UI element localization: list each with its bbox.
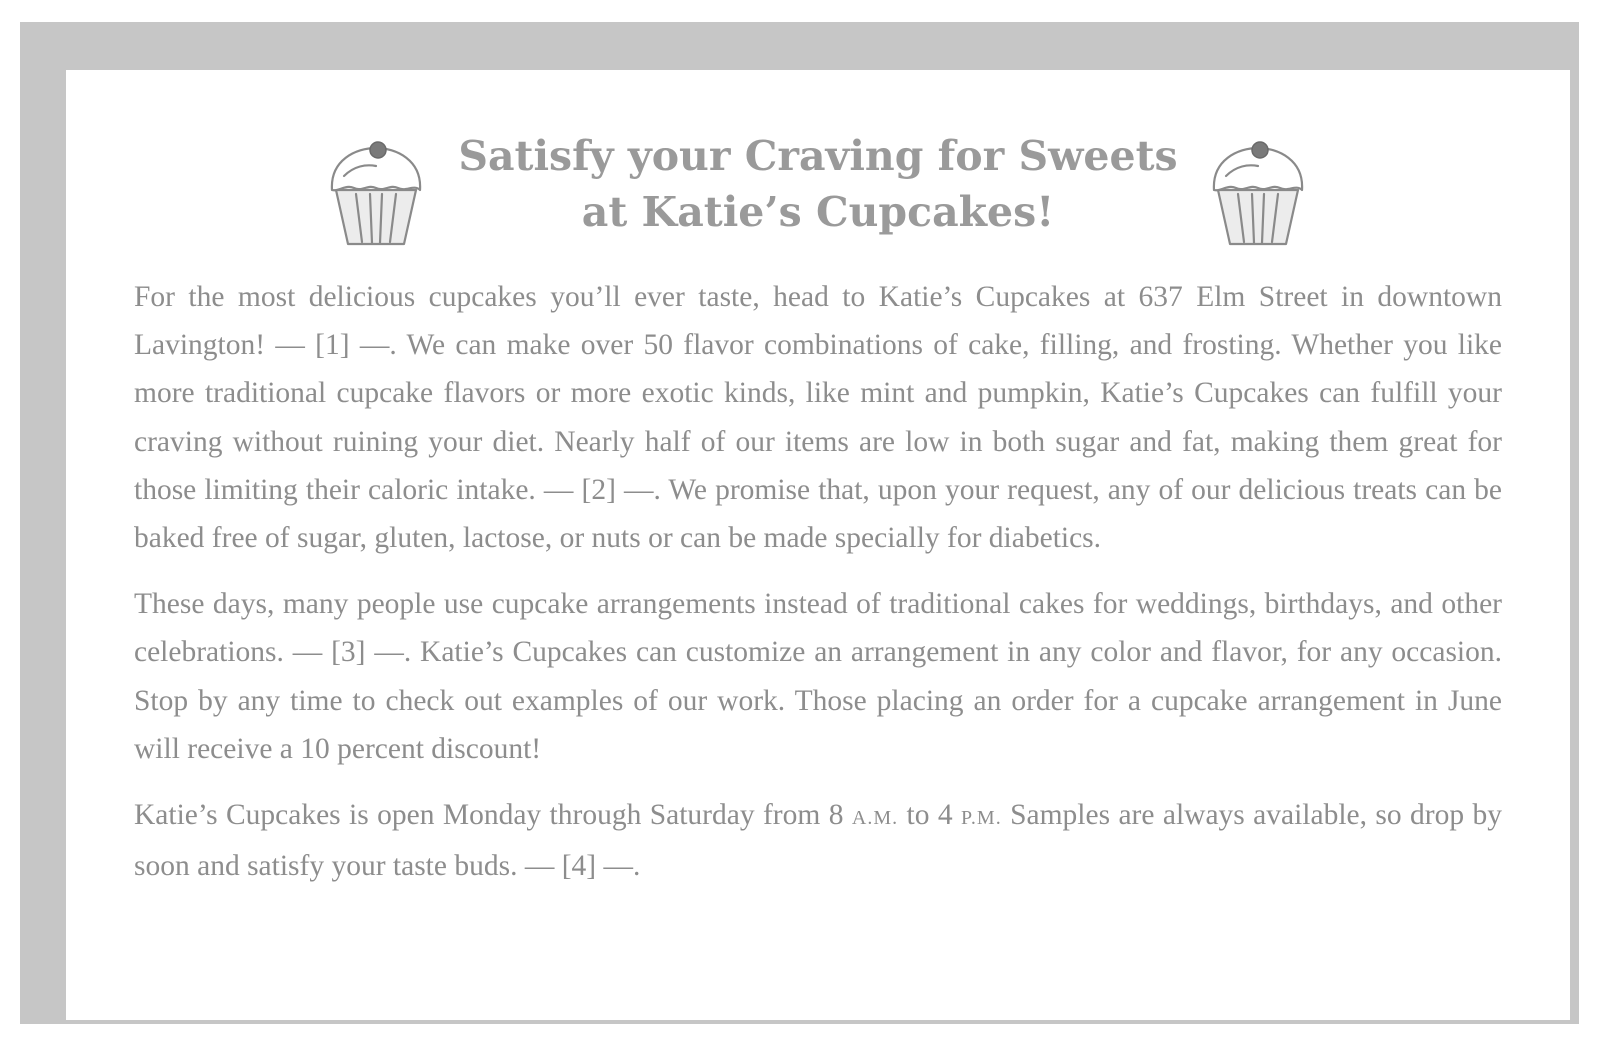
flyer-border <box>20 22 1579 1024</box>
title-line-2: at Katie’s Cupcakes! <box>581 188 1055 236</box>
cupcake-icon <box>1208 132 1308 250</box>
flyer-body <box>134 273 1502 908</box>
flyer-panel <box>66 70 1570 1020</box>
title-line-1: Satisfy your Craving for Sweets <box>458 132 1178 180</box>
flyer-title <box>66 128 1570 240</box>
am-label: A.M. <box>851 807 899 830</box>
paragraph-arrangements: These days, many people use cupcake arrangements instead of traditional cakes for weddings, birthdays, and other celebrations. — [3] —. Katie’s Cupcakes can customize an arrangement in any color and flavor, for any occasion. Stop by any time to check out examples of our work. Those placing an order for a cupcake arrangement in June will receive a 10 percent discount! <box>134 588 1502 765</box>
paragraph-intro: For the most delicious cupcakes you’ll ever taste, head to Katie’s Cupcakes at 637 Elm Street in downtown Lavington! — [1] —. We can make over 50 flavor combinations of cake, filling, and frosting. Whether you like more traditional cupcake flavors or more exotic kinds, like mint and pumpkin, Katie’s Cupcakes can fulfill your craving without ruining your diet. Nearly half of our items are low in both sugar and fat, making them great for those limiting their caloric intake. — [2] —. We promise that, upon your request, any of our delicious treats can be baked free of sugar, gluten, lactose, or nuts or can be made specially for diabetics. <box>134 281 1502 555</box>
hours-text-b: to 4 <box>898 799 961 832</box>
hours-text-a: Katie’s Cupcakes is open Monday through Saturday from 8 <box>134 799 852 832</box>
pm-label: P.M. <box>961 807 1002 830</box>
hours-text-c: Samples are always available, so drop by soon and satisfy your taste buds. — [4] —. <box>134 799 1502 883</box>
paragraph-hours <box>134 791 1502 890</box>
flyer-header <box>66 128 1570 258</box>
